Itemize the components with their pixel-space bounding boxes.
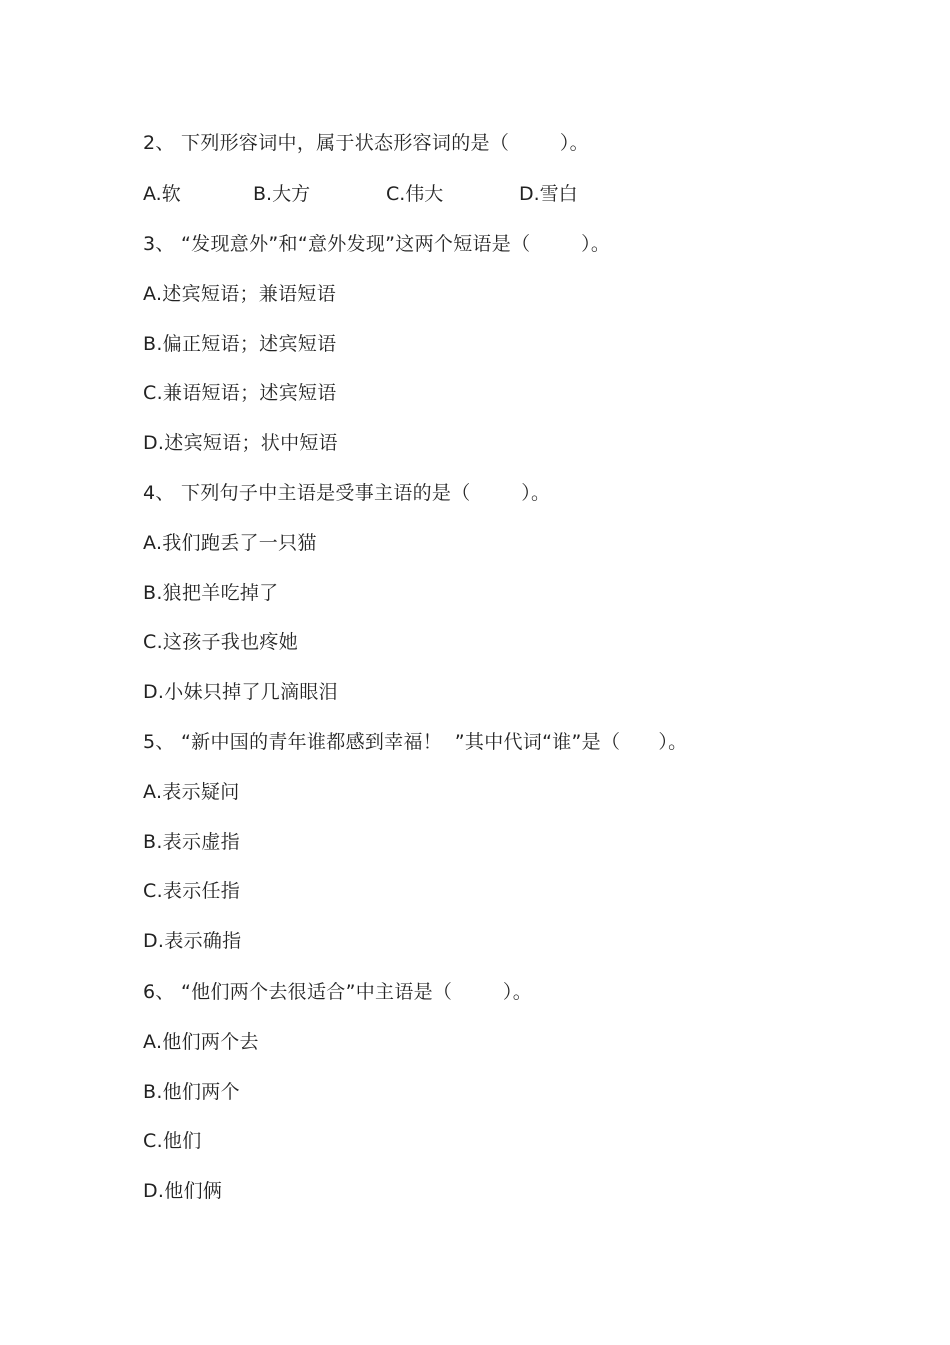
question-6-option-d: D.他们俩: [143, 1180, 223, 1202]
question-5-option-b: B.表示虚指: [143, 831, 240, 853]
question-3-option-a: A.述宾短语；兼语短语: [143, 283, 337, 305]
question-4-option-a: A.我们跑丢了一只猫: [143, 532, 317, 554]
question-2-option-a: A.软: [143, 183, 181, 205]
question-6-option-c: C.他们: [143, 1130, 202, 1152]
question-4-stem: 4、 下列句子中主语是受事主语的是（ ）。: [143, 482, 551, 504]
question-2-option-d: D.雪白: [519, 183, 578, 205]
question-3-option-d: D.述宾短语；状中短语: [143, 432, 338, 454]
question-2-option-b: B.大方: [253, 183, 311, 205]
question-5-option-d: D.表示确指: [143, 930, 242, 952]
question-6-stem: 6、 “他们两个去很适合”中主语是（ ）。: [143, 981, 533, 1003]
question-5-stem: 5、 “新中国的青年谁都感到幸福！ ”其中代词“谁”是（ ）。: [143, 731, 688, 753]
question-3-stem: 3、 “发现意外”和“意外发现”这两个短语是（ ）。: [143, 233, 611, 255]
question-6-option-b: B.他们两个: [143, 1081, 240, 1103]
question-2-stem: 2、 下列形容词中，属于状态形容词的是（ ）。: [143, 132, 589, 154]
question-4-option-c: C.这孩子我也疼她: [143, 631, 299, 653]
question-5-option-a: A.表示疑问: [143, 781, 240, 803]
question-5-option-c: C.表示任指: [143, 880, 241, 902]
question-4-option-b: B.狼把羊吃掉了: [143, 582, 279, 604]
question-3-option-b: B.偏正短语；述宾短语: [143, 333, 337, 355]
question-6-option-a: A.他们两个去: [143, 1031, 259, 1053]
question-4-option-d: D.小妹只掉了几滴眼泪: [143, 681, 338, 703]
question-3-option-c: C.兼语短语；述宾短语: [143, 382, 337, 404]
question-2-option-c: C.伟大: [386, 183, 444, 205]
